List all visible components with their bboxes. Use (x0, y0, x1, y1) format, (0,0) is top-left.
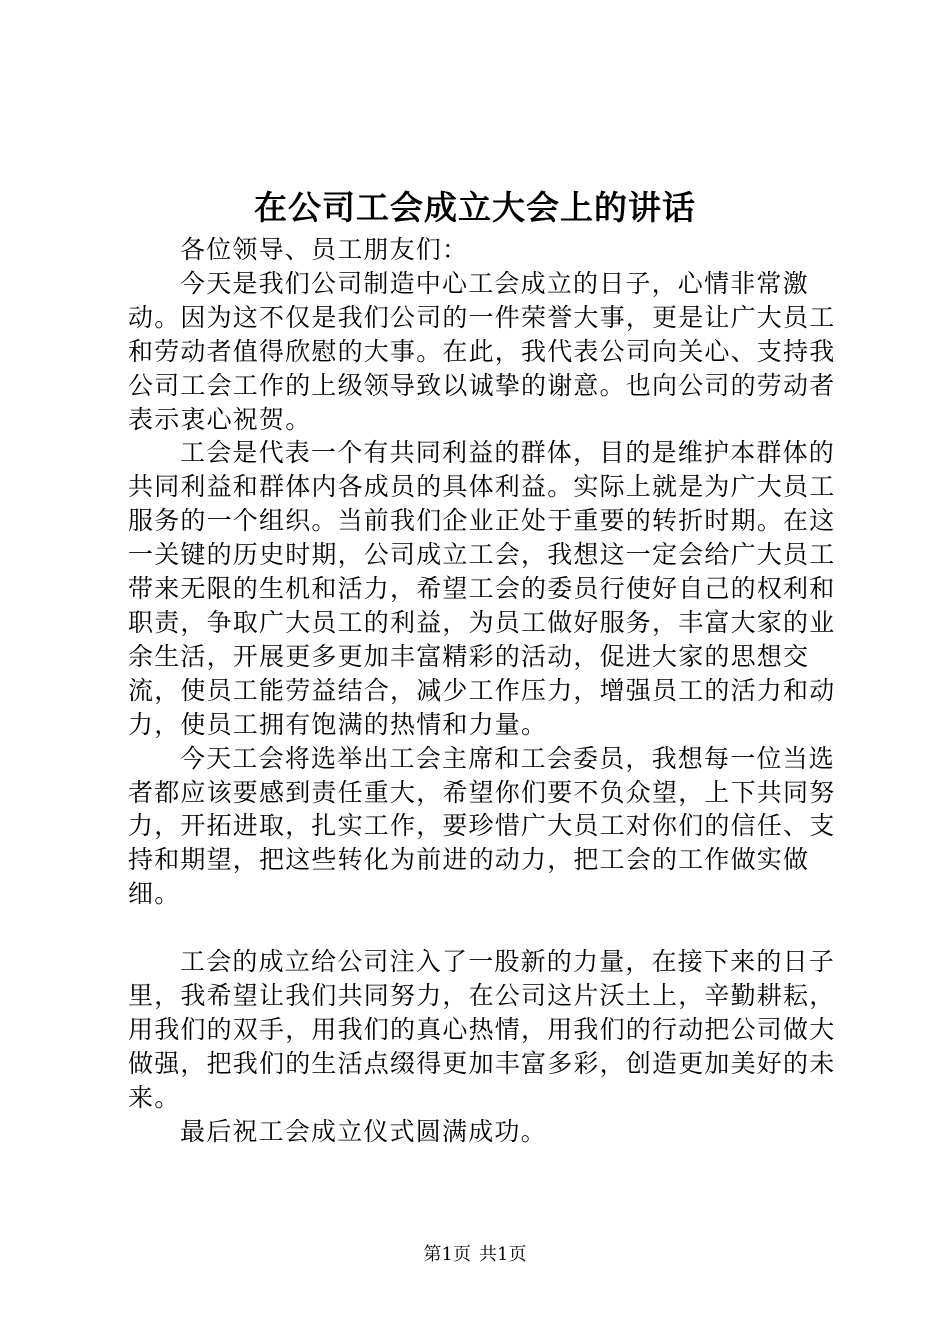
document-title: 在公司工会成立大会上的讲话 (254, 188, 696, 227)
page-footer (0, 1243, 950, 1267)
paragraph-spacer (128, 911, 850, 945)
paragraph-2: 工会是代表一个有共同利益的群体，目的是维护本群体的共同利益和群体内各成员的具体利益。实际上就是为广大员工服务的一个组织。当前我们企业正处于重要的转折时期。在这一关键的历史时期，公司成立工会，我想这一定会给广大员工带来无限的生机和活力，希望工会的委员行使好自己的权利和职责，争取广大员工的利益，为员工做好服务，丰富大家的业余生活，开展更多更加丰富精彩的活动，促进大家的思想交流，使员工能劳益结合，减少工作压力，增强员工的活力和动力，使员工拥有饱满的热情和力量。 (128, 438, 836, 739)
paragraph-3: 今天工会将选举出工会主席和工会委员，我想每一位当选者都应该要感到责任重大，希望你们要不负众望，上下共同努力，开拓进取，扎实工作，要珍惜广大员工对你们的信任、支持和期望，把这些转化为前进的动力，把工会的工作做实做细。 (128, 743, 836, 909)
paragraph-4: 工会的成立给公司注入了一股新的力量，在接下来的日子里，我希望让我们共同努力，在公司这片沃土上，辛勤耕耘，用我们的双手，用我们的真心热情，用我们的行动把公司做大做强，把我们的生活点缀得更加丰富多彩，创造更加美好的未来。 (128, 947, 836, 1112)
paragraph-5: 最后祝工会成立仪式圆满成功。 (180, 1116, 547, 1146)
document-body (128, 233, 850, 1148)
salutation: 各位领导、员工朋友们： (180, 235, 469, 264)
paragraph-1: 今天是我们公司制造中心工会成立的日子，心情非常激动。因为这不仅是我们公司的一件荣誉大事，更是让广大员工和劳动者值得欣慰的大事。在此，我代表公司向关心、支持我公司工会工作的上级领导致以诚挚的谢意。也向公司的劳动者表示衷心祝贺。 (128, 268, 836, 434)
page-total: 共1页 (479, 1244, 527, 1265)
page-number: 第1页 (423, 1244, 471, 1265)
